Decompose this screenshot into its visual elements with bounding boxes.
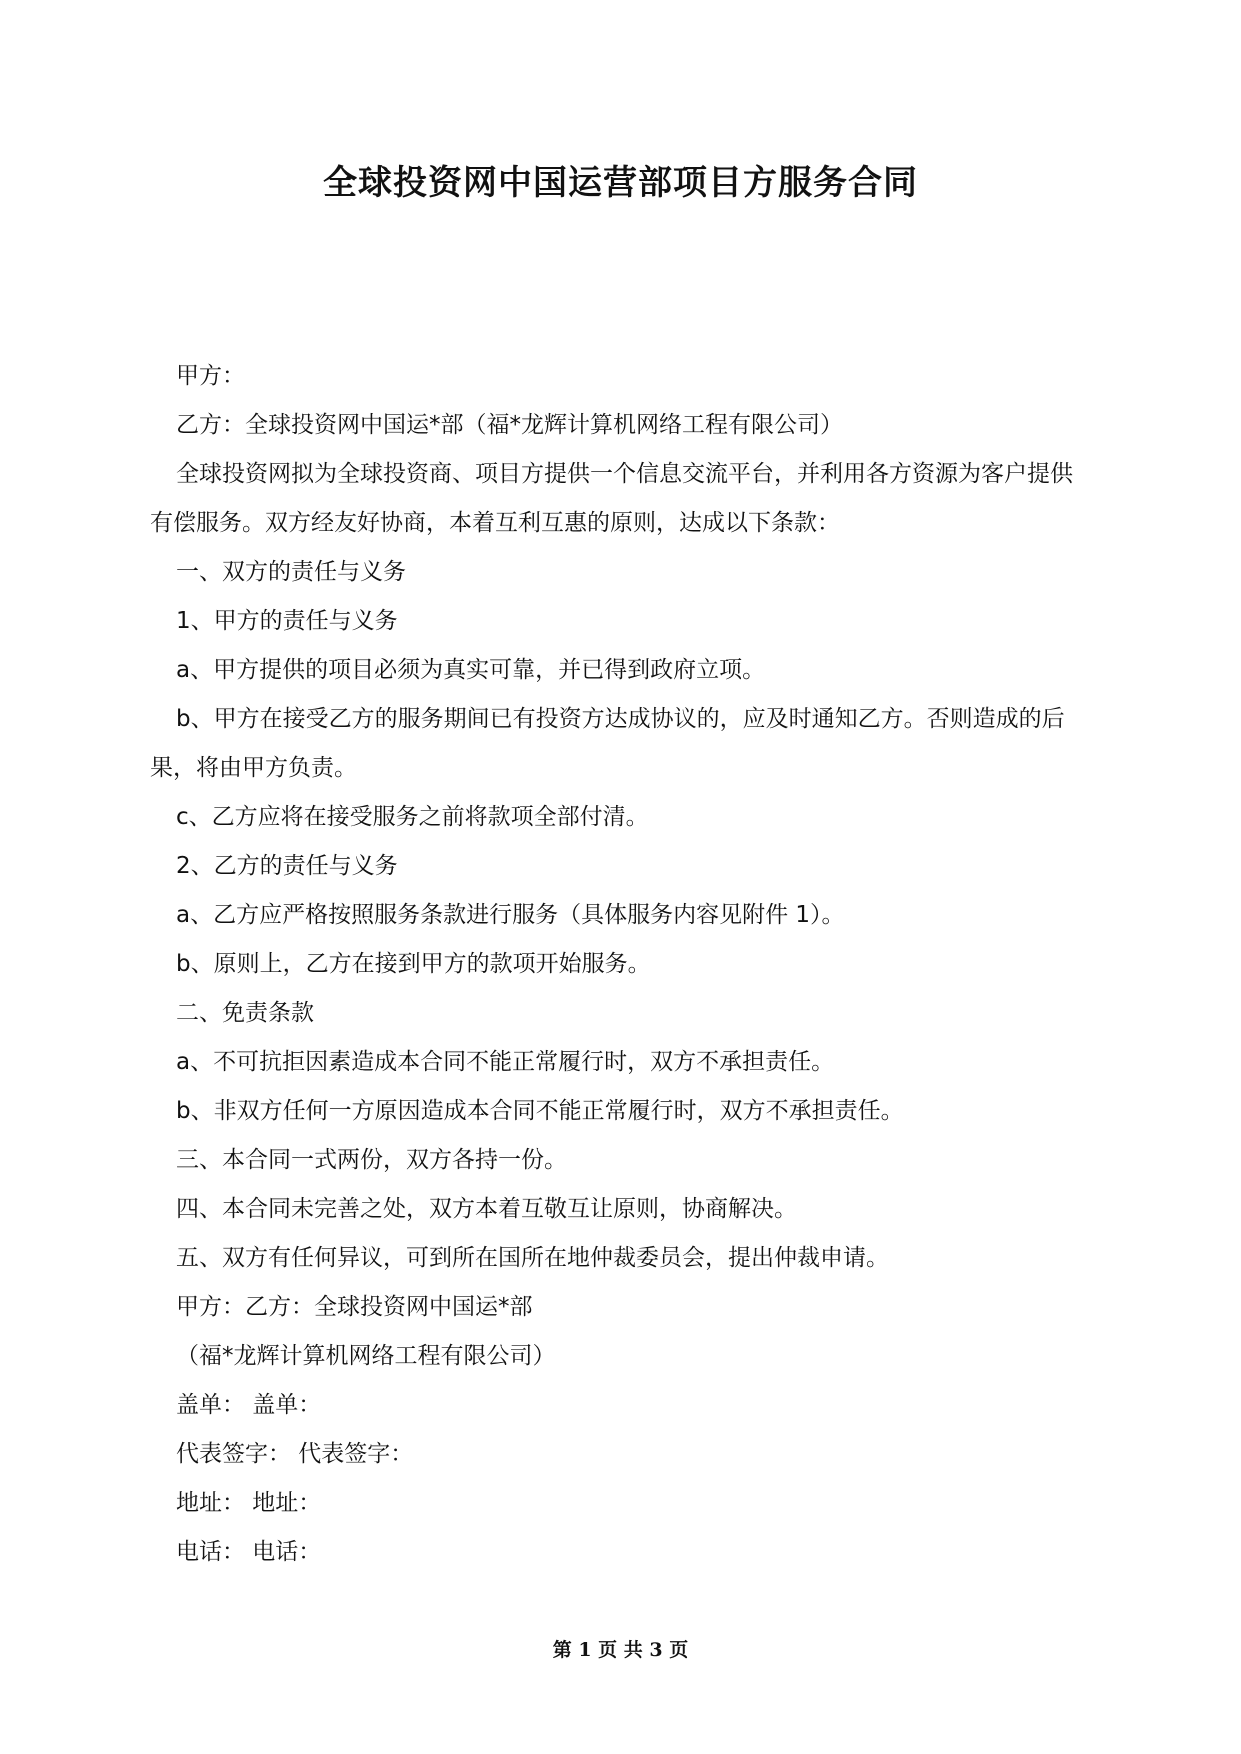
page-footer xyxy=(0,1636,1241,1664)
section-heading-3: 三、本合同一式两份，双方各持一份。 xyxy=(176,1147,567,1173)
stamp-line: 盖单： 盖单： xyxy=(176,1392,322,1418)
signature-company-line: （福*龙辉计算机网络工程有限公司） xyxy=(176,1343,556,1369)
subsection-heading-1: 1、甲方的责任与义务 xyxy=(176,608,398,634)
address-line: 地址： 地址： xyxy=(176,1490,322,1516)
signature-parties-line: 甲方：乙方：全球投资网中国运*部 xyxy=(176,1294,533,1320)
document-title: 全球投资网中国运营部项目方服务合同 xyxy=(323,163,918,203)
clause-1c: c、乙方应将在接受服务之前将款项全部付清。 xyxy=(176,804,649,830)
subsection-heading-2: 2、乙方的责任与义务 xyxy=(176,853,398,879)
clause-2a: a、乙方应严格按照服务条款进行服务（具体服务内容见附件 1）。 xyxy=(176,902,845,928)
clause-exempt-a: a、不可抗拒因素造成本合同不能正常履行时，双方不承担责任。 xyxy=(176,1049,835,1075)
party-a-line: 甲方： xyxy=(176,363,245,389)
clause-1a: a、甲方提供的项目必须为真实可靠，并已得到政府立项。 xyxy=(176,657,766,683)
intro-paragraph: 全球投资网拟为全球投资商、项目方提供一个信息交流平台，并利用各方资源为客户提供有偿服务。双方经友好协商，本着互利互惠的原则，达成以下条款： xyxy=(150,461,1073,536)
page-number: 第 1 页 共 3 页 xyxy=(552,1639,689,1661)
representative-signature-line: 代表签字： 代表签字： xyxy=(176,1441,414,1467)
party-b-line: 乙方：全球投资网中国运*部（福*龙辉计算机网络工程有限公司） xyxy=(176,412,843,438)
section-heading-1: 一、双方的责任与义务 xyxy=(176,559,406,585)
document-body xyxy=(150,352,1090,1577)
phone-line: 电话： 电话： xyxy=(176,1539,322,1565)
clause-exempt-b: b、非双方任何一方原因造成本合同不能正常履行时，双方不承担责任。 xyxy=(176,1098,904,1124)
clause-1b: b、甲方在接受乙方的服务期间已有投资方达成协议的，应及时通知乙方。否则造成的后果，将由甲方负责。 xyxy=(150,706,1065,781)
section-heading-5: 五、双方有任何异议，可到所在国所在地仲裁委员会，提出仲裁申请。 xyxy=(176,1245,889,1271)
clause-2b: b、原则上，乙方在接到甲方的款项开始服务。 xyxy=(176,951,651,977)
section-heading-2: 二、免责条款 xyxy=(176,1000,314,1026)
section-heading-4: 四、本合同未完善之处，双方本着互敬互让原则，协商解决。 xyxy=(176,1196,797,1222)
